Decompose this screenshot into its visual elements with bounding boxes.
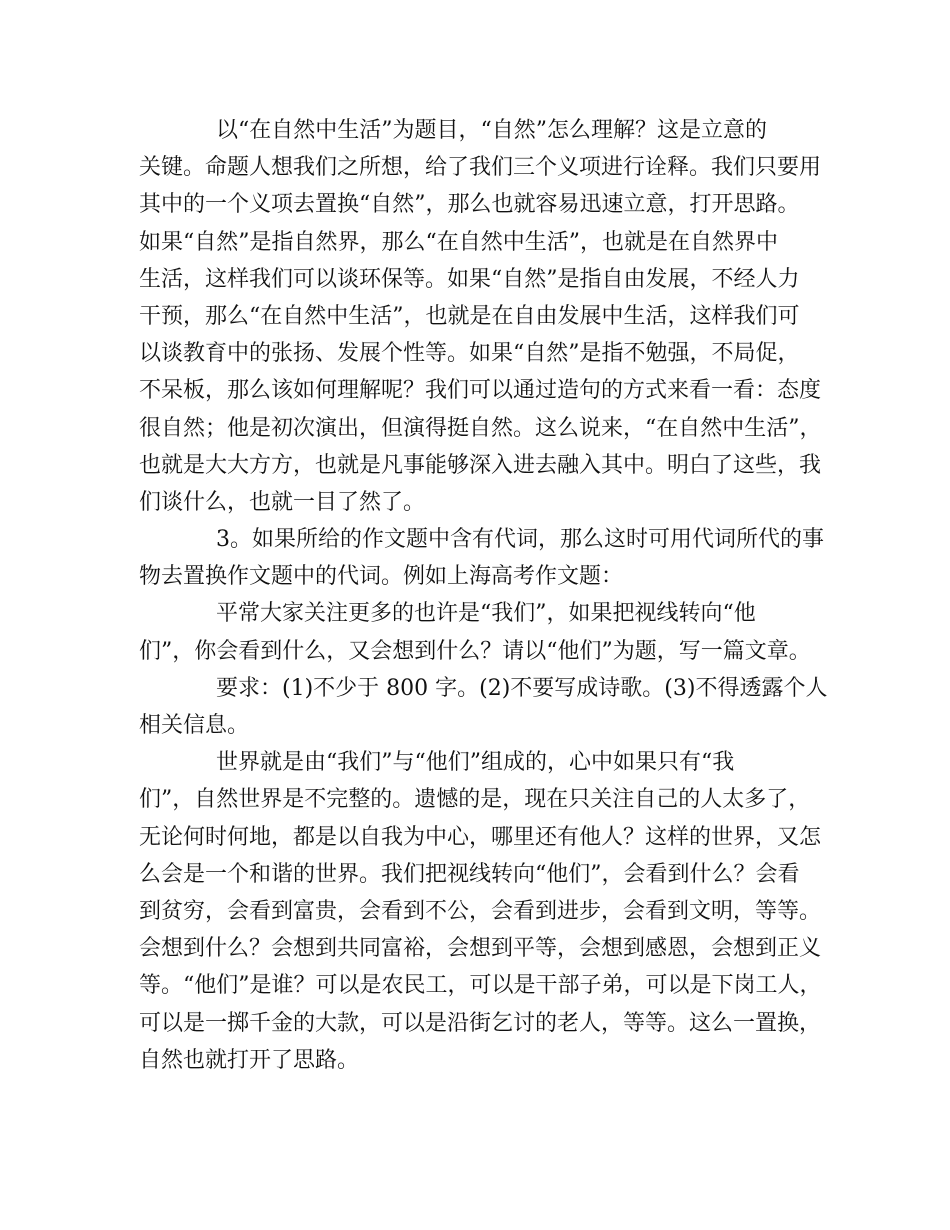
paragraph-pronoun-method bbox=[139, 521, 824, 595]
text-line: 很自然；他是初次演出，但演得挺自然。这么说来，“在自然中生活”， bbox=[139, 415, 822, 441]
paragraph-requirements bbox=[139, 670, 828, 744]
text-line: 3。如果所给的作文题中含有代词，那么这时可用代词所代的事 bbox=[216, 527, 824, 553]
paragraph-topic-nature bbox=[139, 112, 822, 521]
text-line: 无论何时何地，都是以自我为中心，哪里还有他人？这样的世界，又怎 bbox=[139, 824, 822, 850]
text-line: 们谈什么，也就一目了然了。 bbox=[139, 489, 426, 515]
text-line: 要求：(1)不少于 800 字。(2)不要写成诗歌。(3)不得透露个人 bbox=[216, 675, 828, 701]
text-line: 干预，那么“在自然中生活”，也就是在自由发展中生活，这样我们可 bbox=[139, 303, 800, 329]
paragraph-analysis-them bbox=[139, 744, 822, 1079]
text-line: 们”，自然世界是不完整的。遗憾的是，现在只关注自己的人太多了， bbox=[139, 787, 811, 813]
document-body bbox=[139, 112, 828, 1079]
text-line: 等。“他们”是谁？可以是农民工，可以是干部子弟，可以是下岗工人， bbox=[139, 973, 822, 999]
text-line: 到贫穷，会看到富贵，会看到不公，会看到进步，会看到文明，等等。 bbox=[139, 898, 822, 924]
text-line: 其中的一个义项去置换“自然”，那么也就容易迅速立意，打开思路。 bbox=[139, 192, 800, 218]
text-line: 们”，你会看到什么，又会想到什么？请以“他们”为题，写一篇文章。 bbox=[139, 638, 811, 664]
text-line: 也就是大大方方，也就是凡事能够深入进去融入其中。明白了这些，我 bbox=[139, 452, 822, 478]
text-line: 关键。命题人想我们之所想，给了我们三个义项进行诠释。我们只要用 bbox=[139, 155, 822, 181]
text-line: 生活，这样我们可以谈环保等。如果“自然”是指自由发展，不经人力 bbox=[139, 266, 800, 292]
text-line: 以谈教育中的张扬、发展个性等。如果“自然”是指不勉强，不局促， bbox=[139, 341, 800, 367]
text-line: 会想到什么？会想到共同富裕，会想到平等，会想到感恩，会想到正义 bbox=[139, 936, 822, 962]
text-line: 以“在自然中生活”为题目，“自然”怎么理解？这是立意的 bbox=[216, 118, 767, 143]
text-line: 物去置换作文题中的代词。例如上海高考作文题： bbox=[139, 564, 624, 590]
text-line: 不呆板，那么该如何理解呢？我们可以通过造句的方式来看一看：态度 bbox=[139, 378, 822, 404]
text-line: 平常大家关注更多的也许是“我们”，如果把视线转向“他 bbox=[216, 601, 756, 627]
text-line: 自然也就打开了思路。 bbox=[139, 1047, 360, 1073]
paragraph-exam-prompt bbox=[139, 595, 819, 669]
text-line: 相关信息。 bbox=[139, 713, 250, 738]
text-line: 可以是一掷千金的大款，可以是沿街乞讨的老人，等等。这么一置换， bbox=[139, 1010, 822, 1036]
text-line: 世界就是由“我们”与“他们”组成的，心中如果只有“我 bbox=[216, 750, 735, 776]
text-line: 么会是一个和谐的世界。我们把视线转向“他们”，会看到什么？会看 bbox=[139, 861, 800, 887]
text-line: 如果“自然”是指自然界，那么“在自然中生活”，也就是在自然界中 bbox=[139, 229, 778, 255]
